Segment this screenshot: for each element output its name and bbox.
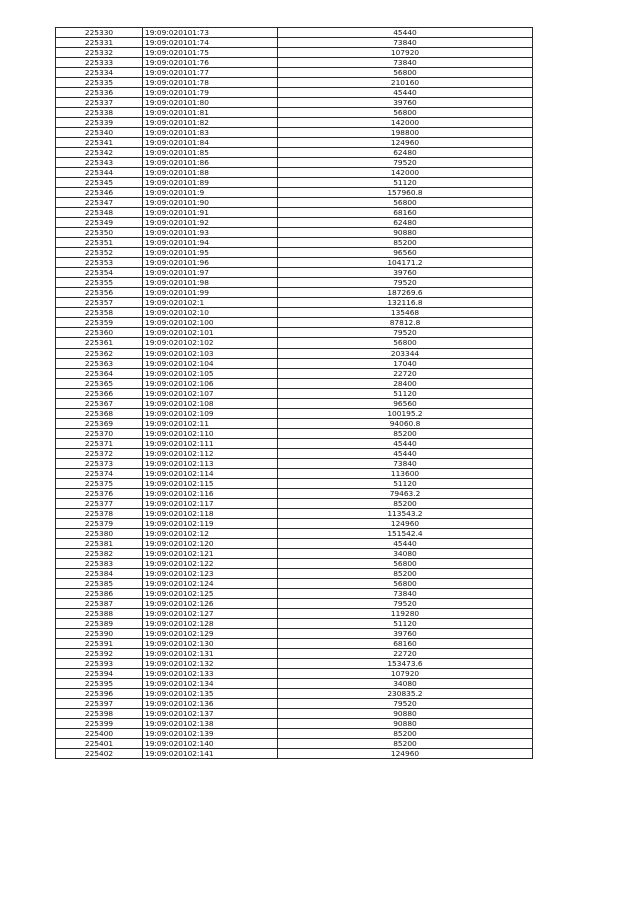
table-row [56, 568, 533, 578]
table-row [56, 658, 533, 668]
cadastral-number-cell: 19:09:020102:114 [143, 468, 278, 478]
table-row [56, 238, 533, 248]
cadastral-number-cell: 19:09:020102:139 [143, 729, 278, 739]
value-cell: 124960 [278, 749, 533, 759]
cadastral-number-cell: 19:09:020101:96 [143, 258, 278, 268]
cadastral-number-cell: 19:09:020101:88 [143, 168, 278, 178]
value-cell: 73840 [278, 58, 533, 68]
value-cell: 96560 [278, 248, 533, 258]
table-row [56, 338, 533, 348]
cadastral-number-cell: 19:09:020102:121 [143, 548, 278, 558]
cadastral-number-cell: 19:09:020102:136 [143, 699, 278, 709]
cadastral-number-cell: 19:09:020102:141 [143, 749, 278, 759]
cadastral-number-cell: 19:09:020102:140 [143, 739, 278, 749]
table-row [56, 108, 533, 118]
table-row [56, 689, 533, 699]
cadastral-number-cell: 19:09:020101:79 [143, 88, 278, 98]
table-row [56, 508, 533, 518]
row-number-cell: 225339 [56, 118, 143, 128]
row-number-cell: 225372 [56, 448, 143, 458]
table-row [56, 488, 533, 498]
table-row [56, 578, 533, 588]
table-row [56, 458, 533, 468]
table-row [56, 398, 533, 408]
value-cell: 73840 [278, 38, 533, 48]
table-row [56, 638, 533, 648]
value-cell: 113543.2 [278, 508, 533, 518]
row-number-cell: 225340 [56, 128, 143, 138]
row-number-cell: 225347 [56, 198, 143, 208]
value-cell: 198800 [278, 128, 533, 138]
value-cell: 210160 [278, 78, 533, 88]
value-cell: 34080 [278, 679, 533, 689]
table-row [56, 709, 533, 719]
row-number-cell: 225337 [56, 98, 143, 108]
table-row [56, 418, 533, 428]
row-number-cell: 225367 [56, 398, 143, 408]
table-row [56, 598, 533, 608]
cadastral-number-cell: 19:09:020101:82 [143, 118, 278, 128]
row-number-cell: 225362 [56, 348, 143, 358]
row-number-cell: 225384 [56, 568, 143, 578]
value-cell: 85200 [278, 739, 533, 749]
row-number-cell: 225374 [56, 468, 143, 478]
row-number-cell: 225363 [56, 358, 143, 368]
table-row [56, 608, 533, 618]
row-number-cell: 225365 [56, 378, 143, 388]
value-cell: 79520 [278, 328, 533, 338]
row-number-cell: 225364 [56, 368, 143, 378]
value-cell: 119280 [278, 608, 533, 618]
row-number-cell: 225399 [56, 719, 143, 729]
table-row [56, 58, 533, 68]
row-number-cell: 225386 [56, 588, 143, 598]
row-number-cell: 225366 [56, 388, 143, 398]
table-row [56, 498, 533, 508]
table-row [56, 308, 533, 318]
value-cell: 62480 [278, 148, 533, 158]
value-cell: 107920 [278, 669, 533, 679]
row-number-cell: 225357 [56, 298, 143, 308]
cadastral-number-cell: 19:09:020102:123 [143, 568, 278, 578]
row-number-cell: 225376 [56, 488, 143, 498]
value-cell: 45440 [278, 88, 533, 98]
cadastral-number-cell: 19:09:020102:108 [143, 398, 278, 408]
cadastral-number-cell: 19:09:020102:120 [143, 538, 278, 548]
table-row [56, 438, 533, 448]
value-cell: 153473.6 [278, 658, 533, 668]
cadastral-number-cell: 19:09:020101:99 [143, 288, 278, 298]
row-number-cell: 225334 [56, 68, 143, 78]
row-number-cell: 225396 [56, 689, 143, 699]
cadastral-number-cell: 19:09:020101:78 [143, 78, 278, 88]
value-cell: 100195.2 [278, 408, 533, 418]
table-row [56, 48, 533, 58]
value-cell: 56800 [278, 68, 533, 78]
row-number-cell: 225379 [56, 518, 143, 528]
table-row [56, 38, 533, 48]
cadastral-number-cell: 19:09:020102:129 [143, 628, 278, 638]
table-row [56, 118, 533, 128]
value-cell: 56800 [278, 108, 533, 118]
table-row [56, 148, 533, 158]
table-row [56, 248, 533, 258]
value-cell: 90880 [278, 709, 533, 719]
table-row [56, 298, 533, 308]
row-number-cell: 225393 [56, 658, 143, 668]
row-number-cell: 225392 [56, 648, 143, 658]
row-number-cell: 225352 [56, 248, 143, 258]
row-number-cell: 225330 [56, 28, 143, 38]
cadastral-number-cell: 19:09:020101:89 [143, 178, 278, 188]
row-number-cell: 225350 [56, 228, 143, 238]
table-row [56, 258, 533, 268]
row-number-cell: 225394 [56, 669, 143, 679]
table-row [56, 198, 533, 208]
row-number-cell: 225335 [56, 78, 143, 88]
table-row [56, 719, 533, 729]
row-number-cell: 225377 [56, 498, 143, 508]
table-row [56, 78, 533, 88]
value-cell: 203344 [278, 348, 533, 358]
table-row [56, 618, 533, 628]
value-cell: 56800 [278, 578, 533, 588]
table-row [56, 188, 533, 198]
table-body [56, 28, 533, 759]
cadastral-number-cell: 19:09:020102:126 [143, 598, 278, 608]
cadastral-number-cell: 19:09:020101:97 [143, 268, 278, 278]
row-number-cell: 225373 [56, 458, 143, 468]
row-number-cell: 225344 [56, 168, 143, 178]
value-cell: 157960.8 [278, 188, 533, 198]
row-number-cell: 225346 [56, 188, 143, 198]
table-row [56, 368, 533, 378]
row-number-cell: 225383 [56, 558, 143, 568]
cadastral-number-cell: 19:09:020102:130 [143, 638, 278, 648]
value-cell: 85200 [278, 428, 533, 438]
table-row [56, 268, 533, 278]
cadastral-number-cell: 19:09:020102:104 [143, 358, 278, 368]
value-cell: 45440 [278, 448, 533, 458]
row-number-cell: 225353 [56, 258, 143, 268]
row-number-cell: 225387 [56, 598, 143, 608]
cadastral-number-cell: 19:09:020101:75 [143, 48, 278, 58]
cadastral-number-cell: 19:09:020101:81 [143, 108, 278, 118]
value-cell: 79520 [278, 699, 533, 709]
value-cell: 85200 [278, 238, 533, 248]
row-number-cell: 225354 [56, 268, 143, 278]
cadastral-number-cell: 19:09:020102:107 [143, 388, 278, 398]
value-cell: 79463.2 [278, 488, 533, 498]
value-cell: 187269.6 [278, 288, 533, 298]
value-cell: 79520 [278, 598, 533, 608]
value-cell: 51120 [278, 478, 533, 488]
row-number-cell: 225358 [56, 308, 143, 318]
cadastral-number-cell: 19:09:020101:86 [143, 158, 278, 168]
value-cell: 230835.2 [278, 689, 533, 699]
table-row [56, 729, 533, 739]
value-cell: 68160 [278, 638, 533, 648]
table-row [56, 28, 533, 38]
cadastral-number-cell: 19:09:020102:133 [143, 669, 278, 679]
value-cell: 51120 [278, 618, 533, 628]
table-row [56, 168, 533, 178]
cadastral-number-cell: 19:09:020101:92 [143, 218, 278, 228]
cadastral-number-cell: 19:09:020101:84 [143, 138, 278, 148]
table-row [56, 278, 533, 288]
cadastral-number-cell: 19:09:020101:94 [143, 238, 278, 248]
row-number-cell: 225391 [56, 638, 143, 648]
cadastral-number-cell: 19:09:020102:137 [143, 709, 278, 719]
cadastral-number-cell: 19:09:020102:100 [143, 318, 278, 328]
table-row [56, 178, 533, 188]
row-number-cell: 225341 [56, 138, 143, 148]
cadastral-number-cell: 19:09:020101:95 [143, 248, 278, 258]
cadastral-number-cell: 19:09:020102:116 [143, 488, 278, 498]
value-cell: 142000 [278, 168, 533, 178]
cadastral-number-cell: 19:09:020102:12 [143, 528, 278, 538]
cadastral-number-cell: 19:09:020102:105 [143, 368, 278, 378]
value-cell: 39760 [278, 268, 533, 278]
row-number-cell: 225381 [56, 538, 143, 548]
value-cell: 124960 [278, 518, 533, 528]
value-cell: 45440 [278, 28, 533, 38]
value-cell: 90880 [278, 228, 533, 238]
table-row [56, 98, 533, 108]
row-number-cell: 225389 [56, 618, 143, 628]
row-number-cell: 225336 [56, 88, 143, 98]
value-cell: 94060.8 [278, 418, 533, 428]
value-cell: 142000 [278, 118, 533, 128]
cadastral-number-cell: 19:09:020102:106 [143, 378, 278, 388]
table-row [56, 388, 533, 398]
value-cell: 151542.4 [278, 528, 533, 538]
value-cell: 104171.2 [278, 258, 533, 268]
cadastral-number-cell: 19:09:020102:113 [143, 458, 278, 468]
value-cell: 68160 [278, 208, 533, 218]
cadastral-number-cell: 19:09:020101:91 [143, 208, 278, 218]
cadastral-number-cell: 19:09:020102:115 [143, 478, 278, 488]
cadastral-number-cell: 19:09:020101:9 [143, 188, 278, 198]
value-cell: 96560 [278, 398, 533, 408]
cadastral-number-cell: 19:09:020102:110 [143, 428, 278, 438]
row-number-cell: 225397 [56, 699, 143, 709]
row-number-cell: 225345 [56, 178, 143, 188]
cadastral-number-cell: 19:09:020101:77 [143, 68, 278, 78]
cadastral-number-cell: 19:09:020102:1 [143, 298, 278, 308]
row-number-cell: 225390 [56, 628, 143, 638]
cadastral-number-cell: 19:09:020102:101 [143, 328, 278, 338]
value-cell: 22720 [278, 368, 533, 378]
table-row [56, 558, 533, 568]
value-cell: 90880 [278, 719, 533, 729]
cadastral-number-cell: 19:09:020102:128 [143, 618, 278, 628]
value-cell: 51120 [278, 388, 533, 398]
table-row [56, 128, 533, 138]
cadastral-number-cell: 19:09:020101:73 [143, 28, 278, 38]
table-row [56, 448, 533, 458]
row-number-cell: 225370 [56, 428, 143, 438]
row-number-cell: 225395 [56, 679, 143, 689]
table-row [56, 408, 533, 418]
value-cell: 135468 [278, 308, 533, 318]
value-cell: 124960 [278, 138, 533, 148]
row-number-cell: 225400 [56, 729, 143, 739]
table-row [56, 548, 533, 558]
row-number-cell: 225368 [56, 408, 143, 418]
cadastral-number-cell: 19:09:020101:90 [143, 198, 278, 208]
value-cell: 39760 [278, 98, 533, 108]
row-number-cell: 225348 [56, 208, 143, 218]
row-number-cell: 225333 [56, 58, 143, 68]
value-cell: 45440 [278, 438, 533, 448]
table-row [56, 318, 533, 328]
row-number-cell: 225378 [56, 508, 143, 518]
row-number-cell: 225401 [56, 739, 143, 749]
value-cell: 45440 [278, 538, 533, 548]
cadastral-number-cell: 19:09:020102:138 [143, 719, 278, 729]
value-cell: 107920 [278, 48, 533, 58]
table-row [56, 478, 533, 488]
table-row [56, 138, 533, 148]
row-number-cell: 225331 [56, 38, 143, 48]
cadastral-number-cell: 19:09:020102:125 [143, 588, 278, 598]
row-number-cell: 225342 [56, 148, 143, 158]
value-cell: 79520 [278, 158, 533, 168]
row-number-cell: 225369 [56, 418, 143, 428]
row-number-cell: 225360 [56, 328, 143, 338]
value-cell: 85200 [278, 729, 533, 739]
value-cell: 132116.8 [278, 298, 533, 308]
value-cell: 62480 [278, 218, 533, 228]
row-number-cell: 225343 [56, 158, 143, 168]
cadastral-number-cell: 19:09:020102:134 [143, 679, 278, 689]
table-row [56, 679, 533, 689]
value-cell: 79520 [278, 278, 533, 288]
row-number-cell: 225332 [56, 48, 143, 58]
data-table [55, 27, 533, 759]
value-cell: 87812.8 [278, 318, 533, 328]
cadastral-number-cell: 19:09:020102:132 [143, 658, 278, 668]
cadastral-number-cell: 19:09:020101:98 [143, 278, 278, 288]
value-cell: 51120 [278, 178, 533, 188]
cadastral-number-cell: 19:09:020102:112 [143, 448, 278, 458]
cadastral-number-cell: 19:09:020101:85 [143, 148, 278, 158]
cadastral-number-cell: 19:09:020102:111 [143, 438, 278, 448]
table-row [56, 68, 533, 78]
cadastral-number-cell: 19:09:020102:11 [143, 418, 278, 428]
table-row [56, 348, 533, 358]
cadastral-number-cell: 19:09:020102:10 [143, 308, 278, 318]
value-cell: 28400 [278, 378, 533, 388]
row-number-cell: 225349 [56, 218, 143, 228]
row-number-cell: 225361 [56, 338, 143, 348]
table-row [56, 358, 533, 368]
value-cell: 34080 [278, 548, 533, 558]
value-cell: 17040 [278, 358, 533, 368]
cadastral-number-cell: 19:09:020101:80 [143, 98, 278, 108]
value-cell: 39760 [278, 628, 533, 638]
table-row [56, 428, 533, 438]
cadastral-number-cell: 19:09:020101:76 [143, 58, 278, 68]
row-number-cell: 225385 [56, 578, 143, 588]
value-cell: 85200 [278, 498, 533, 508]
value-cell: 113600 [278, 468, 533, 478]
row-number-cell: 225382 [56, 548, 143, 558]
cadastral-number-cell: 19:09:020102:117 [143, 498, 278, 508]
cadastral-number-cell: 19:09:020102:131 [143, 648, 278, 658]
row-number-cell: 225398 [56, 709, 143, 719]
table-row [56, 158, 533, 168]
value-cell: 73840 [278, 588, 533, 598]
value-cell: 56800 [278, 338, 533, 348]
table-row [56, 669, 533, 679]
cadastral-number-cell: 19:09:020101:93 [143, 228, 278, 238]
row-number-cell: 225371 [56, 438, 143, 448]
cadastral-number-cell: 19:09:020102:103 [143, 348, 278, 358]
table-row [56, 518, 533, 528]
value-cell: 85200 [278, 568, 533, 578]
cadastral-number-cell: 19:09:020102:109 [143, 408, 278, 418]
row-number-cell: 225355 [56, 278, 143, 288]
cadastral-number-cell: 19:09:020102:135 [143, 689, 278, 699]
value-cell: 56800 [278, 198, 533, 208]
table-row [56, 528, 533, 538]
row-number-cell: 225380 [56, 528, 143, 538]
table-row [56, 538, 533, 548]
table-row [56, 378, 533, 388]
value-cell: 73840 [278, 458, 533, 468]
row-number-cell: 225402 [56, 749, 143, 759]
cadastral-number-cell: 19:09:020102:118 [143, 508, 278, 518]
table-row [56, 218, 533, 228]
table-row [56, 588, 533, 598]
cadastral-number-cell: 19:09:020102:119 [143, 518, 278, 528]
row-number-cell: 225356 [56, 288, 143, 298]
row-number-cell: 225338 [56, 108, 143, 118]
table-row [56, 288, 533, 298]
row-number-cell: 225375 [56, 478, 143, 488]
cadastral-number-cell: 19:09:020102:124 [143, 578, 278, 588]
cadastral-number-cell: 19:09:020101:83 [143, 128, 278, 138]
table-row [56, 468, 533, 478]
row-number-cell: 225359 [56, 318, 143, 328]
table-row [56, 739, 533, 749]
table-row [56, 648, 533, 658]
row-number-cell: 225388 [56, 608, 143, 618]
table-row [56, 88, 533, 98]
table-row [56, 628, 533, 638]
table-row [56, 208, 533, 218]
table-row [56, 228, 533, 238]
cadastral-number-cell: 19:09:020101:74 [143, 38, 278, 48]
table-row [56, 749, 533, 759]
table-row [56, 699, 533, 709]
value-cell: 22720 [278, 648, 533, 658]
cadastral-number-cell: 19:09:020102:127 [143, 608, 278, 618]
cadastral-number-cell: 19:09:020102:122 [143, 558, 278, 568]
row-number-cell: 225351 [56, 238, 143, 248]
value-cell: 56800 [278, 558, 533, 568]
table-row [56, 328, 533, 338]
cadastral-number-cell: 19:09:020102:102 [143, 338, 278, 348]
